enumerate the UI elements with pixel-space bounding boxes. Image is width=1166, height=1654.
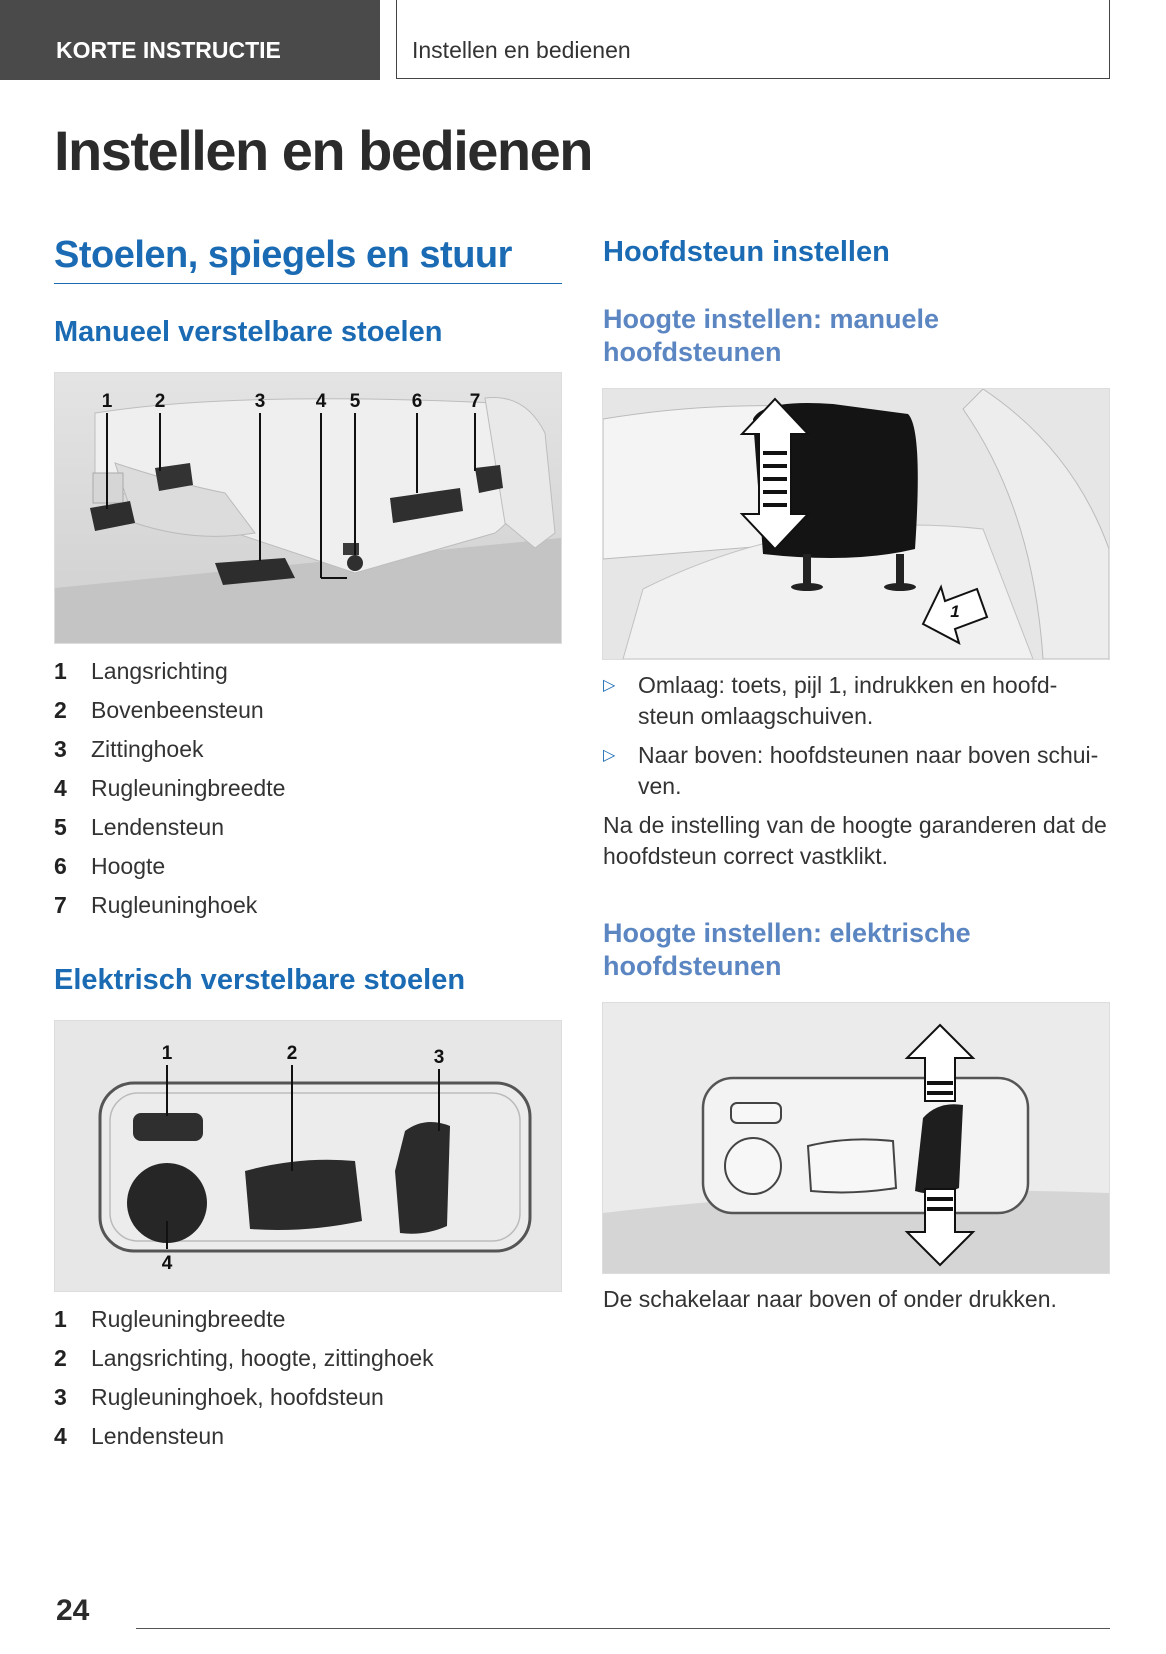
callout-2: 2 [154,391,166,412]
legend-number: 5 [54,814,67,840]
legend-item [54,1300,434,1339]
legend-number: 4 [54,775,67,801]
manual-seat-illustration [55,373,561,643]
bullet-marker: ▷ [603,747,616,764]
heading-electric-seats: Elektrisch verstelbare stoelen [54,964,466,996]
legend-label: Rugleuninghoek [91,892,258,918]
page-number: 24 [56,1594,90,1627]
figure-manual-headrest [602,388,1110,660]
knob-lumbar [347,555,363,571]
legend-number: 1 [54,658,67,684]
legend-item [54,808,285,847]
callout-2: 2 [286,1043,298,1064]
electric-seat-illustration [55,1021,561,1291]
callout-1: 1 [161,1043,173,1064]
callout-4: 4 [315,391,327,412]
legend-label: Rugleuningbreedte [91,1306,286,1332]
legend-number: 4 [54,1423,67,1449]
bullet-marker: ▷ [603,677,616,694]
callout-3: 3 [433,1047,445,1068]
section-title-seats-mirrors-wheel: Stoelen, spiegels en stuur [54,234,562,284]
footer-divider [136,1628,1110,1629]
heading-headrest: Hoofdsteun instellen [603,236,890,268]
instruction-electric-headrest: De schakelaar naar boven of onder drukken. [603,1286,1057,1312]
legend-number: 1 [54,1306,67,1332]
chapter-tab[interactable]: KORTE INSTRUCTIE [0,0,380,80]
page-title: Instellen en bedienen [54,119,592,182]
legend-item [54,886,285,925]
legend-item [54,1417,434,1456]
heading-line: Hoogte instellen: manuele [603,304,940,334]
heading-manual-seats: Manueel verstelbare stoelen [54,316,443,348]
legend-label: Bovenbeensteun [91,697,264,723]
switch-seat [245,1160,362,1230]
electric-headrest-illustration [603,1003,1109,1273]
callout-1: 1 [101,391,113,412]
section-tab[interactable]: Instellen en bedienen [396,0,1110,79]
legend-number: 2 [54,1345,67,1371]
switch-backrest-width [133,1113,203,1141]
legend-label: Langsrichting [91,658,228,684]
figure-electric-seat-switches [54,1020,562,1292]
heading-electric-headrest-height [603,917,971,983]
bullet-down [603,670,1113,732]
legend-item [54,769,285,808]
heading-line: Hoogte instellen: elektrische [603,918,971,948]
note-line: hoofdsteun correct vastklikt. [603,843,889,869]
figure-manual-seat [54,372,562,644]
manual-seat-legend [54,652,285,925]
bullet-line: ven. [638,773,682,799]
electric-seat-legend [54,1300,434,1456]
note-headrest-click [603,810,1113,872]
heading-manual-headrest-height [603,303,939,369]
legend-label: Langsrichting, hoogte, zittinghoek [91,1345,434,1371]
bullet-up [603,740,1113,802]
legend-label: Lendensteun [91,814,225,840]
heading-line: hoofdsteunen [603,951,782,981]
bullet-line: steun omlaagschuiven. [638,703,874,729]
bullet-line: Omlaag: toets, pijl 1, indrukken en hoofd- [638,672,1058,698]
legend-number: 6 [54,853,67,879]
legend-number: 3 [54,1384,67,1410]
legend-number: 7 [54,892,67,918]
figure-electric-headrest [602,1002,1110,1274]
note-line: Na de instelling van de hoogte garanderen dat de [603,812,1107,838]
callout-4: 4 [161,1253,173,1274]
legend-item [54,691,285,730]
manual-headrest-illustration [603,389,1109,659]
switch-backrest [395,1122,450,1234]
bullet-line: Naar boven: hoofdsteunen naar boven schui- [638,742,1099,768]
callout-7: 7 [469,391,481,412]
lever-backrest-angle [475,465,503,493]
heading-line: hoofdsteunen [603,337,782,367]
legend-item [54,1378,434,1417]
legend-number: 3 [54,736,67,762]
legend-item [54,847,285,886]
legend-label: Zittinghoek [91,736,204,762]
legend-label: Rugleuningbreedte [91,775,286,801]
legend-number: 2 [54,697,67,723]
legend-item [54,1339,434,1378]
legend-label: Rugleuninghoek, hoofdsteun [91,1384,384,1410]
button-backrest-width [343,543,359,555]
legend-label: Lendensteun [91,1423,225,1449]
callout-3: 3 [254,391,266,412]
legend-item [54,652,285,691]
callout-1: 1 [950,602,960,621]
callout-6: 6 [411,391,423,412]
callout-5: 5 [349,391,361,412]
legend-label: Hoogte [91,853,166,879]
legend-item [54,730,285,769]
